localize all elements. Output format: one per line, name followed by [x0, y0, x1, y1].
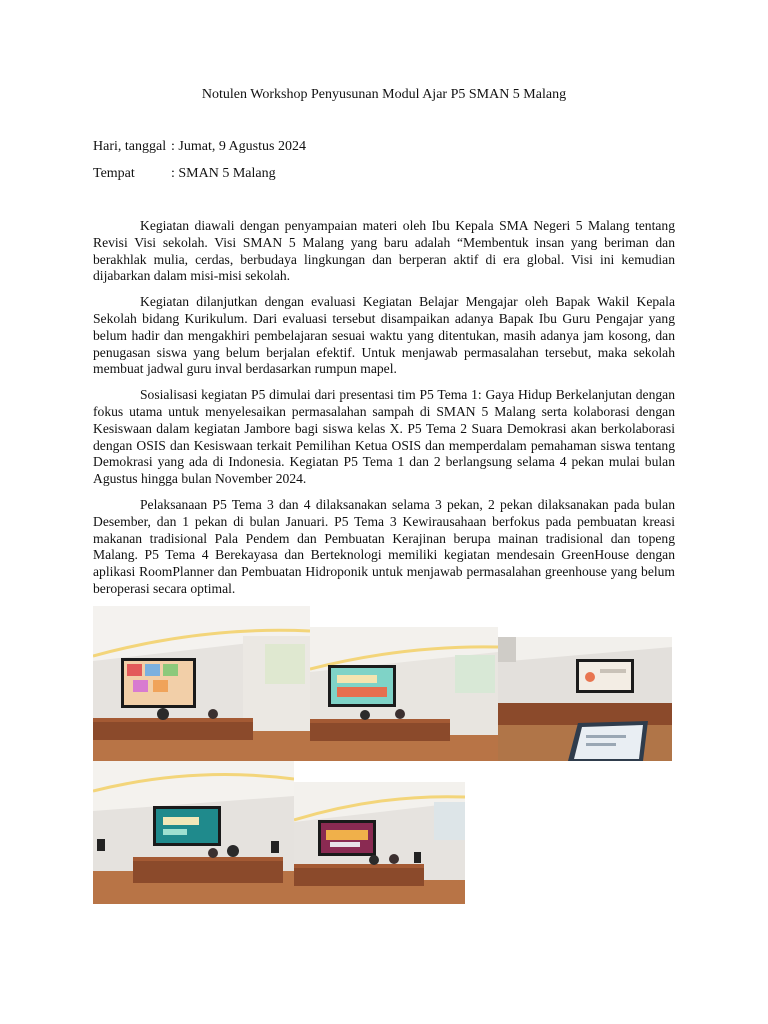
meta-date-row: [93, 139, 172, 155]
workshop-photo: [310, 627, 498, 761]
workshop-photo: [93, 606, 310, 761]
paragraph: Pelaksanaan P5 Tema 3 dan 4 dilaksanakan selama 3 pekan, 2 pekan dilaksanakan pada bulan Desember, dan 1 pekan di bulan Januari. P5 Tema 3 Kewirausahaan berfokus pada pembuatan kreasi makanan tradisional Pala Pendem dan Pembuatan Kerajinan berupa mainan tradisional dan topeng Malang. P5 Tema 4 Berekayasa dan Berteknologi memiliki kegiatan mendesain GreenHouse dengan aplikasi RoomPlanner dan Pembuatan Hidroponik untuk menjawab permasalahan greenhouse yang belum beroperasi secara optimal.: [93, 496, 675, 596]
workshop-photo: [294, 782, 465, 904]
meta-date-value: : Jumat, 9 Agustus 2024: [171, 139, 306, 154]
paragraph: Kegiatan dilanjutkan dengan evaluasi Kegiatan Belajar Mengajar oleh Bapak Wakil Kepala Sekolah bidang Kurikulum. Dari evaluasi tersebut disampaikan adanya Bapak Ibu Guru Pengajar yang belum hadir dan mengakhiri pembelajaran sesuai waktu yang ditentukan, masih adanya jam kosong, dan penugasan siswa yang belum berjalan efektif. Untuk menjawab permasalahan tersebut, maka sekolah membuat jadwal guru inval berdasarkan rumpun mapel.: [93, 294, 675, 377]
page-title: Notulen Workshop Penyusunan Modul Ajar P5 SMAN 5 Malang: [201, 87, 567, 102]
paragraph: Sosialisasi kegiatan P5 dimulai dari presentasi tim P5 Tema 1: Gaya Hidup Berkelanjutan dengan fokus utama untuk menyelesaikan permasalahan sampah di SMAN 5 Malang serta kolaborasi dengan Kesiswaan dalam kegiatan Jambore bagi siswa kelas X. P5 Tema 2 Suara Demokrasi akan berkolaborasi dengan OSIS dan Kesiswaan terkait Pemilihan Ketua OSIS dan memperdalam pemahaman siswa tentang Demokrasi yang ada di Indonesia. Kegiatan P5 Tema 1 dan 2 berlangsung selama 4 pekan mulai bulan Agustus hingga bulan November 2024.: [93, 387, 675, 487]
workshop-photo: [498, 637, 672, 761]
meta-place-value: : SMAN 5 Malang: [171, 166, 276, 181]
body-text: [93, 218, 675, 607]
meta-date-label: Hari, tanggal: [93, 139, 167, 154]
meta-place-label: Tempat: [93, 166, 135, 181]
workshop-photo: [93, 761, 294, 904]
paragraph: Kegiatan diawali dengan penyampaian materi oleh Ibu Kepala SMA Negeri 5 Malang tentang Revisi Visi sekolah. Visi SMAN 5 Malang yang baru adalah “Membentuk insan yang beriman dan berakhlak mulia, cerdas, berbudaya lingkungan dan berperan aktif di era global. Visi ini kemudian dijabarkan dalam misi-misi sekolah.: [93, 218, 675, 284]
